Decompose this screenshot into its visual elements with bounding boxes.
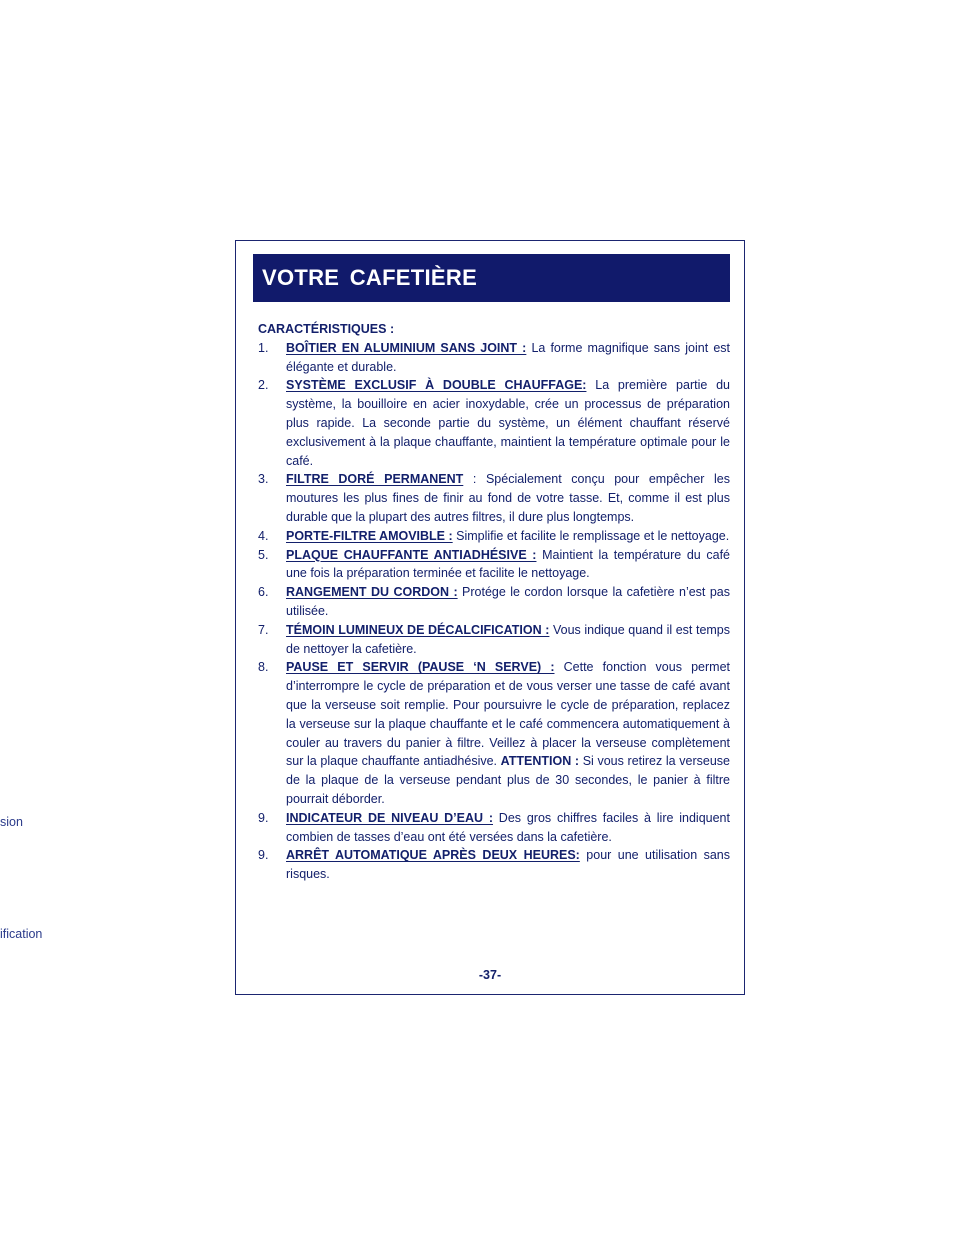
feature-description: Des gros chiffres faciles à lire indiquent combien de tasses d’eau ont été versées dans la cafetière. [286,810,730,844]
list-item [258,583,730,621]
feature-description: Simplifie et facilite le remplissage et le nettoyage. [452,528,730,543]
list-item [258,621,730,659]
feature-description: Protége le cordon lorsque la cafetière n’est pas utilisée. [286,585,730,618]
attention-text: Si vous retirez la verseuse de la plaque de la verseuse pendant plus de 30 secondes, le panier à filtre pourrait déborder. [286,754,730,806]
feature-description: : Spécialement conçu pour empêcher les moutures les plus fines de finir au fond de votre tasse. Et, comme il est plus durable que la plupart des autres filtres, il dure plus longtemps. [286,472,730,524]
feature-description: Maintient la température du café une fois la préparation terminée et facilite le nettoyage. [286,547,730,581]
feature-name: RANGEMENT DU CORDON : [286,585,458,600]
list-item [258,527,730,546]
page-frame [235,240,745,995]
item-number: 2. [258,378,269,393]
item-number: 9. [258,848,269,863]
bleed-text-fragment: sion [0,815,23,829]
bleed-text-fragment: ification [0,927,43,941]
item-number: 5. [258,547,269,562]
section-heading: CARACTÉRISTIQUES : [258,322,395,336]
feature-name: BOÎTIER EN ALUMINIUM SANS JOINT : [286,340,527,355]
page-title: VOTRE CAFETIÈRE [262,265,478,290]
item-number: 4. [258,528,269,543]
list-item [258,846,730,884]
feature-description: Vous indique quand il est temps de nettoyer la cafetière. [286,622,731,656]
item-number: 1. [258,340,269,355]
item-number: 8. [258,660,269,675]
feature-name: PLAQUE CHAUFFANTE ANTIADHÉSIVE : [286,547,537,562]
item-number: 7. [258,622,269,637]
feature-name: ARRÊT AUTOMATIQUE APRÈS DEUX HEURES: [286,848,580,863]
item-number: 3. [258,472,269,487]
list-item [258,658,730,808]
item-number: 6. [258,585,269,600]
item-number: 9. [258,810,269,825]
list-item [258,546,730,584]
list-item [258,339,730,377]
feature-description: Cette fonction vous permet d’interrompre le cycle de préparation et de vous verser une tasse de café avant que la verseuse soit remplie. Pour poursuivre le cycle de préparation, replacez la verseuse sur la plaque chauffante et le café commencera automatiquement à couler au travers du panier à filtre. Veillez à placer la verseuse complètement sur la plaque chauffante antiadhésive. [286,660,730,769]
title-banner [253,254,730,302]
feature-name: PORTE-FILTRE AMOVIBLE : [286,528,453,543]
feature-description: La forme magnifique sans joint est élégante et durable. [286,340,730,374]
list-item [258,809,730,847]
list-item [258,470,730,526]
feature-description: pour une utilisation sans risques. [286,848,730,882]
feature-list [258,339,730,884]
attention-label: ATTENTION : [500,754,580,769]
feature-description: La première partie du système, la bouilloire en acier inoxydable, crée un processus de préparation plus rapide. La seconde partie du système, un élément chauffant réservé exclusivement à la plaque chauffante, maintient la température optimale pour le café. [286,378,731,468]
feature-name: TÉMOIN LUMINEUX DE DÉCALCIFICATION : [286,622,550,637]
feature-name: INDICATEUR DE NIVEAU D’EAU : [286,810,493,825]
list-item [258,376,730,470]
page-number: -37- [478,968,502,982]
feature-name: FILTRE DORÉ PERMANENT [286,472,464,487]
content-body [258,320,730,884]
feature-name: SYSTÈME EXCLUSIF À DOUBLE CHAUFFAGE: [286,378,587,393]
feature-name: PAUSE ET SERVIR (PAUSE ‘N SERVE) : [286,660,555,675]
